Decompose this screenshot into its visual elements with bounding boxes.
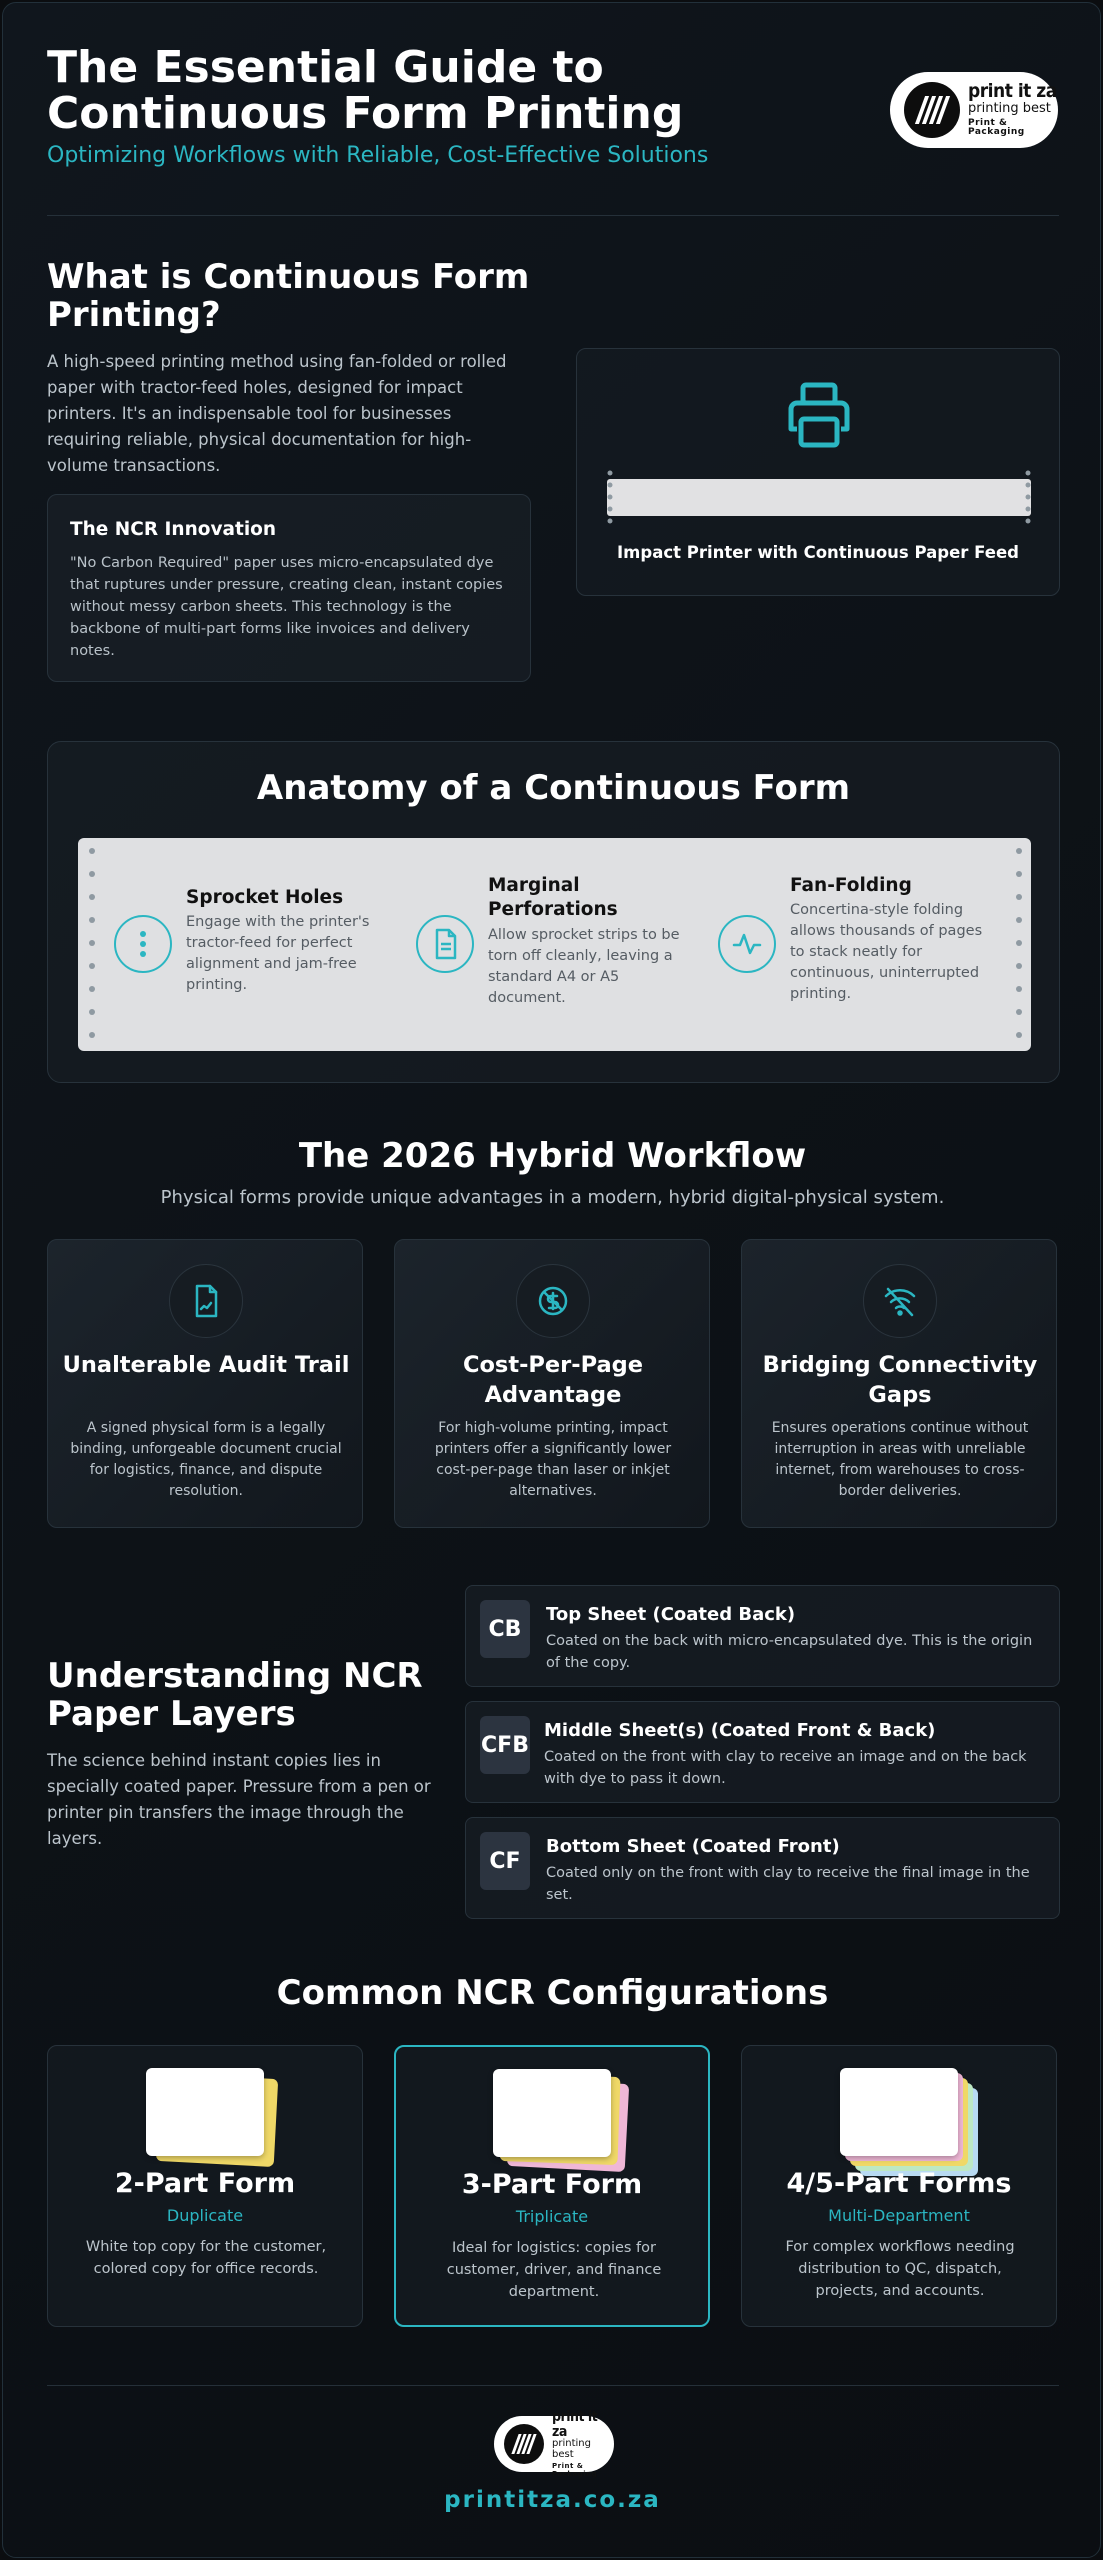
no-cost-icon — [516, 1264, 590, 1338]
logo-line-2: printing best — [552, 2438, 591, 2460]
layer-top-sheet — [465, 1585, 1060, 1687]
layer-text: Coated on the back with micro-encapsulated dye. This is the origin of the copy. — [546, 1633, 1033, 1671]
logo-line-3: Print & Packaging — [968, 117, 1025, 138]
workflow-card-cost — [394, 1239, 710, 1528]
document-icon — [416, 915, 474, 973]
sprocket-holes-left — [88, 846, 98, 1046]
logo-line-3: Print & Packaging — [552, 2462, 598, 2478]
config-type: Duplicate — [166, 2206, 244, 2225]
workflow-card-text: For high-volume printing, impact printers offer a significantly lower cost-per-page than laser or inkjet alternatives. — [434, 1420, 672, 1499]
layer-text: Coated on the front with clay to receive an image and on the back with dye to pass it down. — [544, 1749, 1027, 1787]
layer-title: Middle Sheet(s) (Coated Front & Back) — [544, 1720, 936, 1741]
feature-title: Sprocket Holes — [186, 887, 344, 908]
printer-caption: Impact Printer with Continuous Paper Feed — [617, 543, 1019, 562]
workflow-card-audit-trail — [47, 1239, 363, 1528]
footer-divider — [47, 2385, 1059, 2386]
header-divider — [47, 215, 1059, 216]
config-text: Ideal for logistics: copies for customer, driver, and finance department. — [446, 2240, 662, 2300]
pulse-wave-icon — [718, 915, 776, 973]
config-card-4-5-part — [741, 2045, 1057, 2327]
config-text: For complex workflows needing distribution to QC, dispatch, projects, and accounts. — [785, 2239, 1015, 2299]
anatomy-title: Anatomy of a Continuous Form — [256, 768, 851, 808]
feature-text: Concertina-style folding allows thousands of pages to stack neatly for continuous, uninterrupted printing. — [790, 902, 983, 1002]
feature-fan-folding — [718, 838, 1008, 1051]
logo-wordmark — [552, 2410, 614, 2478]
config-text: White top copy for the customer, colored copy for office records. — [85, 2239, 327, 2277]
workflow-card-text: A signed physical form is a legally binding, unforgeable document crucial for logistics, finance, and dispute resolution. — [70, 1420, 342, 1499]
feature-marginal-perforations — [416, 838, 706, 1051]
ncr-card-text: "No Carbon Required" paper uses micro-encapsulated dye that ruptures under pressure, creating clean, instant copies without messy carbon sheets. This technology is the backbone of multi-part forms like invoices and delivery notes. — [70, 555, 503, 659]
config-title: 3-Part Form — [461, 2169, 643, 2200]
layer-title: Top Sheet (Coated Back) — [546, 1604, 796, 1625]
layer-title: Bottom Sheet (Coated Front) — [546, 1836, 840, 1857]
wifi-off-icon — [863, 1264, 937, 1338]
workflow-card-title: Unalterable Audit Trail — [62, 1352, 350, 1378]
paper-stack-icon — [840, 2068, 970, 2168]
logo-line-2: printing best — [968, 101, 1051, 117]
paper-stack-icon — [493, 2069, 623, 2169]
layers-text: The science behind instant copies lies in specially coated paper. Pressure from a pen or printer pin transfers the image through the layers. — [47, 1751, 431, 1848]
logo-mark-icon — [904, 82, 960, 138]
paper-sprocket-holes-right — [1024, 469, 1032, 525]
layer-code-badge: CF — [480, 1832, 530, 1890]
feature-title: Marginal Perforations — [488, 875, 618, 920]
printer-illustration-card — [576, 348, 1060, 596]
workflow-subtitle: Physical forms provide unique advantages in a modern, hybrid digital-physical system. — [160, 1187, 945, 1208]
logo-line-1: print it za — [968, 80, 1057, 103]
workflow-title: The 2026 Hybrid Workflow — [298, 1136, 807, 1176]
logo-wordmark — [968, 82, 1058, 137]
layer-text: Coated only on the front with clay to receive the final image in the set. — [546, 1865, 1030, 1903]
vertical-dots-icon — [114, 915, 172, 973]
workflow-card-title: Bridging Connectivity Gaps — [762, 1352, 1038, 1408]
infographic-page — [2, 2, 1101, 2558]
config-title: 2-Part Form — [114, 2168, 296, 2199]
printer-icon — [783, 379, 855, 451]
config-title: 4/5-Part Forms — [786, 2168, 1012, 2199]
page-subtitle: Optimizing Workflows with Reliable, Cost-Effective Solutions — [47, 143, 709, 168]
intro-title: What is Continuous Form Printing? — [47, 257, 530, 335]
form-sheet — [78, 838, 1031, 1051]
paper-sprocket-holes-left — [606, 469, 614, 525]
page-title: The Essential Guide to Continuous Form Printing — [47, 42, 684, 139]
signed-document-icon — [169, 1264, 243, 1338]
feature-sprocket-holes — [114, 838, 404, 1051]
layer-bottom-sheet — [465, 1817, 1060, 1919]
anatomy-section — [47, 741, 1060, 1083]
configs-title: Common NCR Configurations — [276, 1973, 829, 2013]
layer-middle-sheet — [465, 1701, 1060, 1803]
sprocket-holes-right — [1015, 846, 1025, 1046]
logo-line-1: print it za — [552, 2408, 598, 2440]
paper-stack-icon — [146, 2068, 276, 2168]
ncr-card-title: The NCR Innovation — [70, 519, 277, 540]
footer-website-link[interactable]: printitza.co.za — [444, 2487, 661, 2513]
config-card-2-part — [47, 2045, 363, 2327]
config-type: Triplicate — [515, 2207, 589, 2226]
config-type: Multi-Department — [828, 2206, 970, 2225]
layers-title: Understanding NCR Paper Layers — [47, 1656, 423, 1734]
feature-text: Engage with the printer's tractor-feed for perfect alignment and jam-free printing. — [186, 914, 370, 993]
layer-code-badge: CFB — [480, 1716, 530, 1774]
workflow-card-connectivity — [741, 1239, 1057, 1528]
workflow-card-text: Ensures operations continue without interruption in areas with unreliable internet, from warehouses to cross-border deliveries. — [771, 1420, 1029, 1499]
layer-code-badge: CB — [480, 1600, 530, 1658]
continuous-paper-strip — [607, 479, 1031, 516]
feature-title: Fan-Folding — [790, 875, 912, 896]
brand-logo[interactable] — [890, 72, 1058, 148]
ncr-innovation-card — [47, 494, 531, 682]
config-card-3-part — [394, 2045, 710, 2327]
intro-text: A high-speed printing method using fan-folded or rolled paper with tractor-feed holes, designed for impact printers. It's an indispensable tool for businesses requiring reliable, physical documentation for high-volume transactions. — [47, 352, 507, 475]
feature-text: Allow sprocket strips to be torn off cleanly, leaving a standard A4 or A5 document. — [488, 927, 680, 1006]
logo-mark-icon — [504, 2424, 544, 2464]
footer-logo[interactable] — [494, 2408, 614, 2478]
workflow-card-title: Cost-Per-Page Advantage — [462, 1352, 644, 1408]
